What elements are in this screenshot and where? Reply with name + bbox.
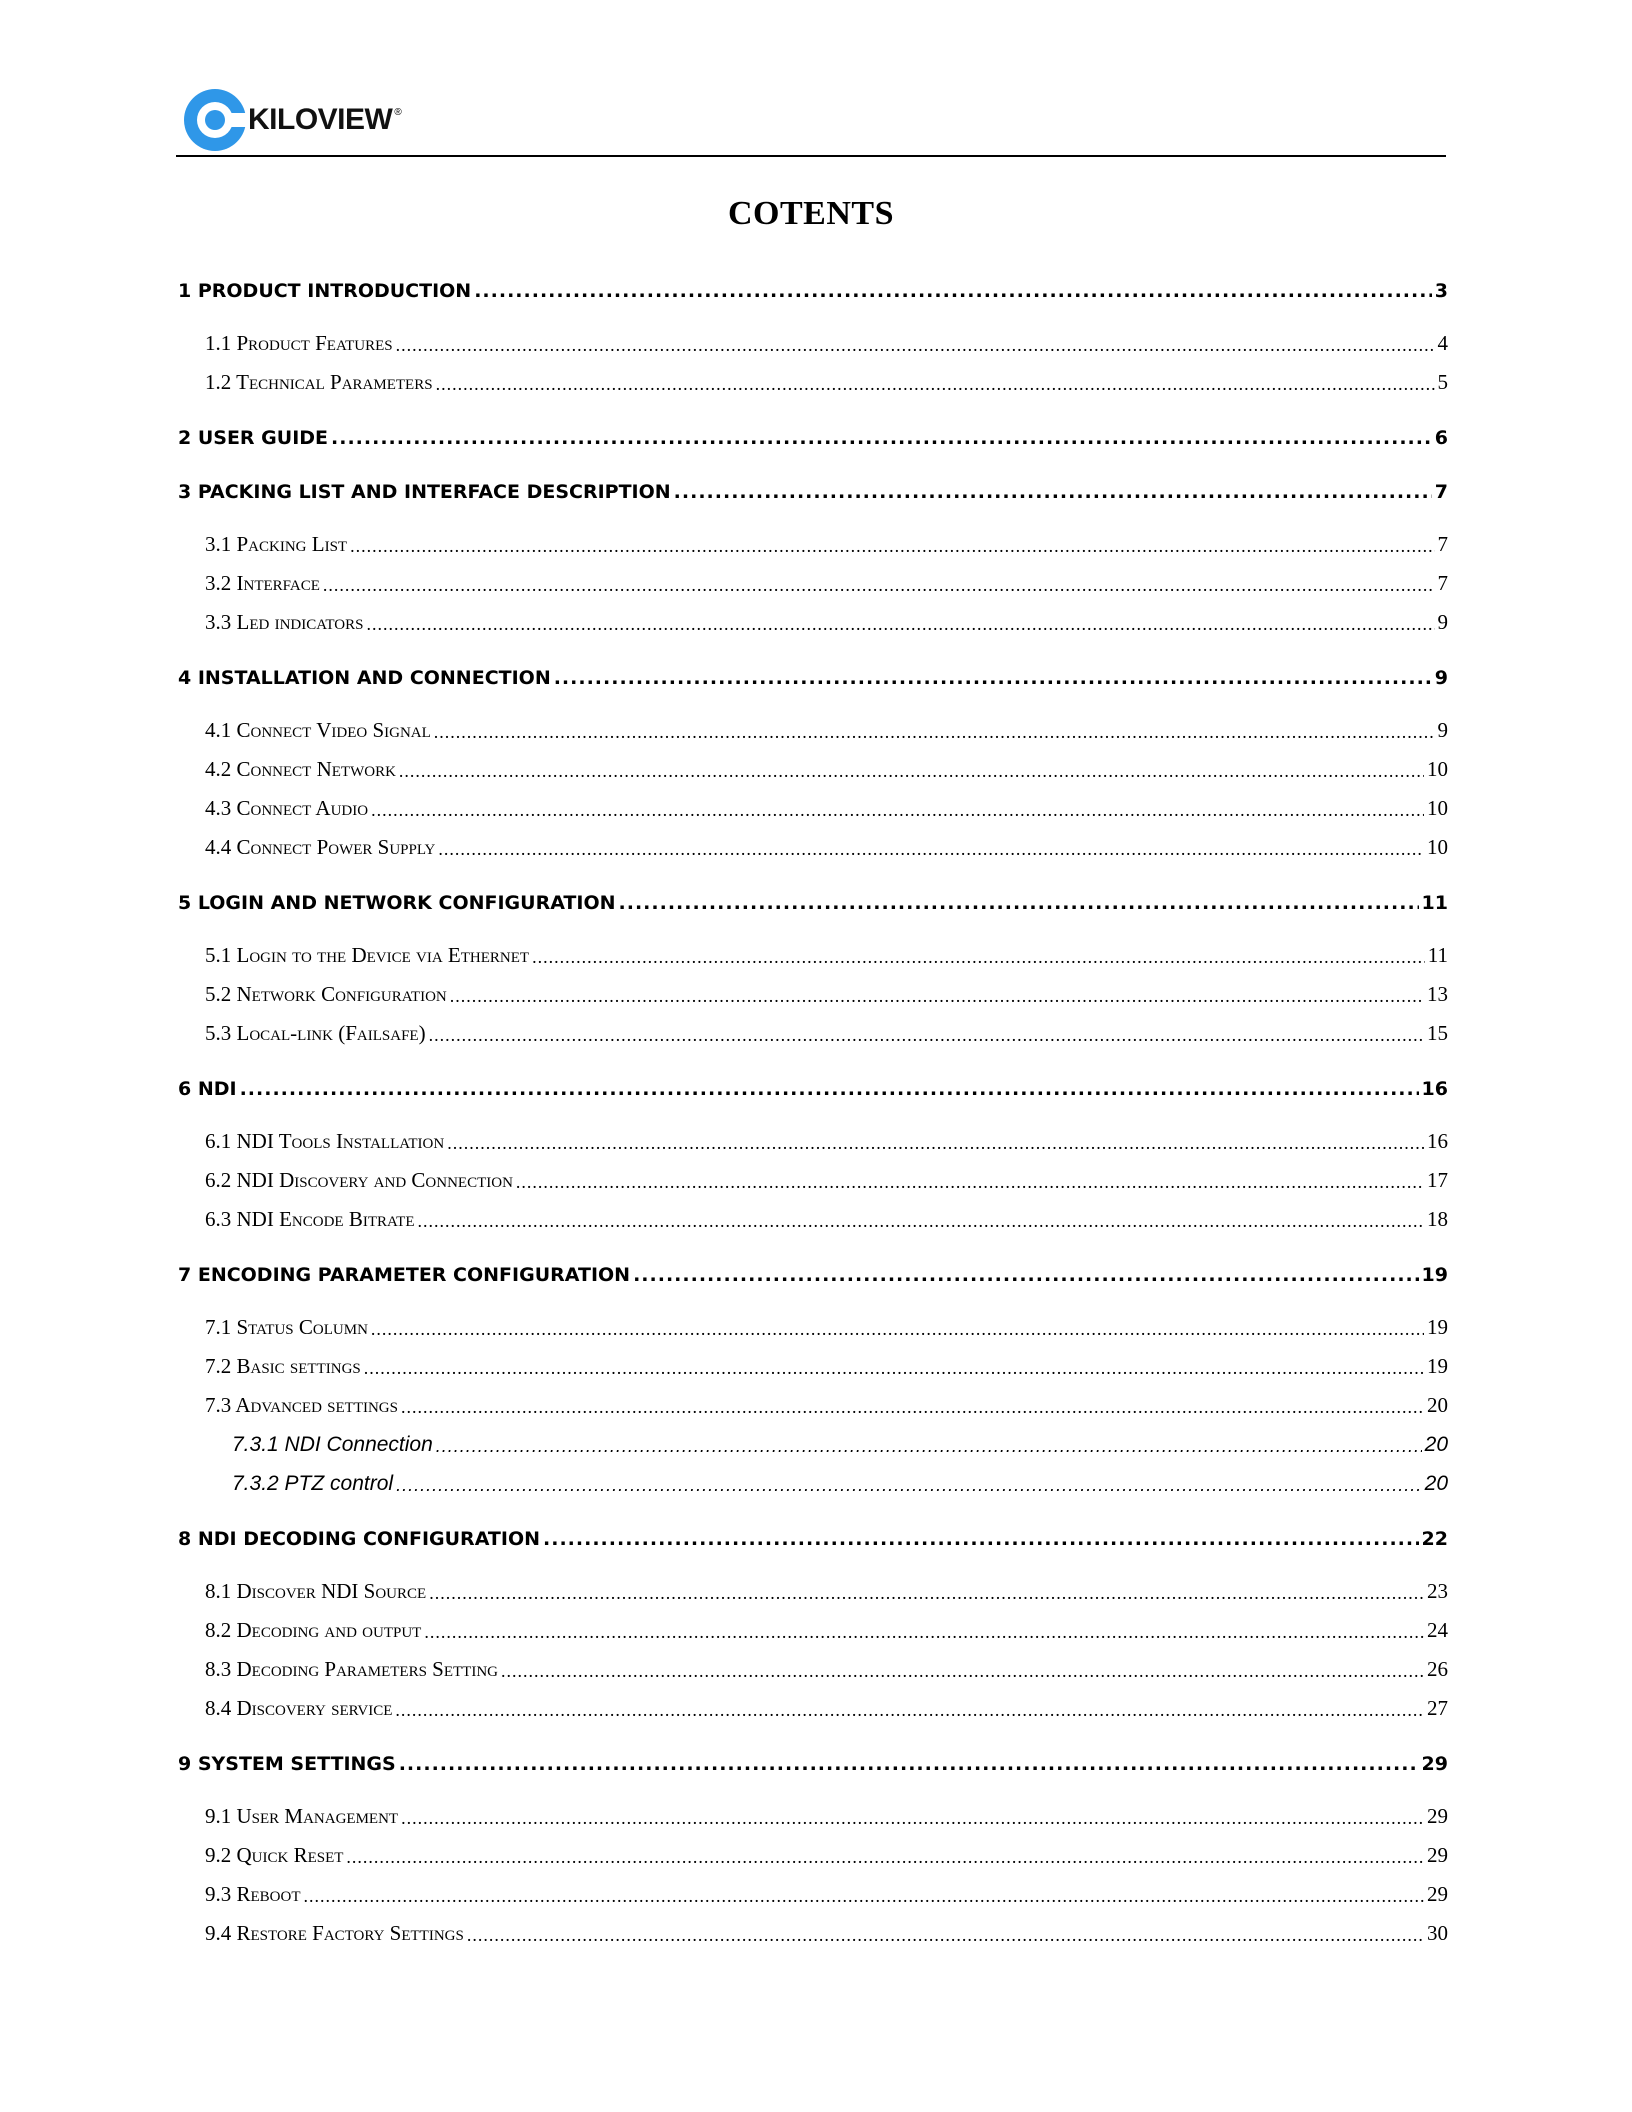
toc-entry-label: 9.1 User Management [205, 1804, 399, 1828]
toc-entry[interactable] [178, 659, 1448, 689]
toc-entry[interactable] [178, 1520, 1448, 1550]
toc-leader-dots [438, 839, 1424, 860]
toc-entry[interactable] [178, 1202, 1448, 1232]
toc-leader-dots [323, 575, 1435, 596]
toc-leader-dots [331, 427, 1432, 449]
toc-entry-label: 7.3 Advanced settings [205, 1393, 398, 1417]
toc-entry-label: 4.3 Connect Audio [205, 796, 369, 820]
toc-entry[interactable] [178, 1016, 1448, 1046]
toc-leader-dots [436, 374, 1435, 395]
toc-entry-label: 8.2 Decoding and output [205, 1618, 422, 1642]
toc-entry-page: 3 [1434, 280, 1448, 302]
toc-entry-label: 9 SYSTEM SETTINGS [178, 1753, 396, 1775]
toc-leader-dots [371, 1319, 1424, 1340]
toc-entry-page: 7 [1437, 532, 1448, 556]
toc-entry-page: 19 [1427, 1354, 1448, 1378]
toc-leader-dots [447, 1133, 1424, 1154]
toc-entry-label: 9.4 Restore Factory Settings [205, 1921, 464, 1945]
toc-entry-page: 27 [1427, 1696, 1448, 1720]
toc-entry[interactable] [178, 977, 1448, 1007]
toc-entry[interactable] [178, 1652, 1448, 1682]
toc-leader-dots [366, 614, 1434, 635]
toc-entry[interactable] [178, 1838, 1448, 1868]
toc-entry-page: 23 [1427, 1579, 1448, 1603]
toc-entry-label: 1.1 Product Features [205, 331, 393, 355]
toc-entry[interactable] [178, 419, 1448, 449]
toc-entry-page: 7 [1437, 571, 1448, 595]
toc-entry-page: 13 [1427, 982, 1448, 1006]
toc-entry[interactable] [178, 1388, 1448, 1418]
toc-entry[interactable] [178, 1466, 1448, 1496]
kiloview-logo [184, 89, 402, 151]
toc-entry[interactable] [178, 1256, 1448, 1286]
toc-entry[interactable] [178, 1574, 1448, 1604]
toc-leader-dots [396, 335, 1435, 356]
toc-entry[interactable] [178, 1163, 1448, 1193]
toc-entry[interactable] [178, 1070, 1448, 1100]
toc-entry[interactable] [178, 1427, 1448, 1457]
toc-entry-page: 15 [1427, 1021, 1448, 1045]
toc-leader-dots [619, 892, 1419, 914]
toc-leader-dots [424, 1622, 1424, 1643]
logo-text: KILOVIEW [248, 103, 393, 136]
toc-entry-label: 3.3 Led indicators [205, 610, 364, 634]
toc-entry[interactable] [178, 527, 1448, 557]
toc-entry-label: 9.2 Quick Reset [205, 1843, 344, 1867]
page-title: COTENTS [728, 195, 894, 232]
toc-leader-dots [364, 1358, 1424, 1379]
toc-leader-dots [501, 1661, 1424, 1682]
toc-entry-page: 24 [1427, 1618, 1448, 1642]
toc-leader-dots [450, 986, 1424, 1007]
toc-leader-dots [543, 1528, 1419, 1550]
toc-entry-label: 8 NDI DECODING CONFIGURATION [178, 1528, 541, 1550]
toc-entry-label: 8.3 Decoding Parameters Setting [205, 1657, 499, 1681]
toc-entry-label: 7.1 Status Column [205, 1315, 368, 1339]
toc-entry-label: 6.1 NDI Tools Installation [205, 1129, 445, 1153]
toc-leader-dots [674, 481, 1432, 503]
toc-entry-label: 4.2 Connect Network [205, 757, 396, 781]
toc-entry-label: 4 INSTALLATION AND CONNECTION [178, 667, 551, 689]
toc-entry[interactable] [178, 365, 1448, 395]
toc-entry-page: 17 [1427, 1168, 1448, 1192]
toc-leader-dots [399, 1753, 1419, 1775]
toc-entry-page: 7 [1434, 481, 1448, 503]
toc-entry[interactable] [178, 1124, 1448, 1154]
toc-leader-dots [436, 1436, 1422, 1457]
toc-leader-dots [554, 667, 1432, 689]
toc-entry-label: 9.3 Reboot [205, 1882, 301, 1906]
toc-entry[interactable] [178, 713, 1448, 743]
toc-entry-label: 3.1 Packing List [205, 532, 348, 556]
toc-entry[interactable] [178, 791, 1448, 821]
toc-entry-label: 5 LOGIN AND NETWORK CONFIGURATION [178, 892, 616, 914]
toc-leader-dots [633, 1264, 1418, 1286]
toc-leader-dots [401, 1397, 1424, 1418]
toc-entry-page: 22 [1421, 1528, 1448, 1550]
toc-entry-page: 11 [1427, 943, 1448, 967]
toc-entry[interactable] [178, 1613, 1448, 1643]
toc-entry-label: 5.3 Local-link (Failsafe) [205, 1021, 426, 1045]
toc-entry-label: 7.2 Basic settings [205, 1354, 361, 1378]
toc-leader-dots [346, 1847, 1424, 1868]
toc-entry-label: 7 ENCODING PARAMETER CONFIGURATION [178, 1264, 631, 1286]
toc-entry-page: 26 [1427, 1657, 1448, 1681]
toc-entry-page: 30 [1427, 1921, 1448, 1945]
toc-entry[interactable] [178, 326, 1448, 356]
toc-entry-page: 16 [1421, 1078, 1448, 1100]
toc-entry-label: 6.3 NDI Encode Bitrate [205, 1207, 415, 1231]
toc-leader-dots [516, 1172, 1424, 1193]
toc-leader-dots [396, 1475, 1422, 1496]
toc-entry[interactable] [178, 1799, 1448, 1829]
toc-leader-dots [350, 536, 1434, 557]
toc-entry-label: 6.2 NDI Discovery and Connection [205, 1168, 513, 1192]
toc-entry[interactable] [178, 473, 1448, 503]
toc-leader-dots [474, 280, 1432, 302]
toc-entry-page: 29 [1421, 1753, 1448, 1775]
toc-entry-page: 5 [1437, 370, 1448, 394]
toc-leader-dots [467, 1925, 1424, 1946]
kiloview-logo-icon [184, 89, 246, 151]
toc-entry-label: 6 NDI [178, 1078, 237, 1100]
toc-entry-label: 8.4 Discovery service [205, 1696, 393, 1720]
toc-entry-page: 19 [1427, 1315, 1448, 1339]
toc-entry-label: 1.2 Technical Parameters [205, 370, 433, 394]
toc-entry-label: 5.2 Network Configuration [205, 982, 447, 1006]
page-header [176, 85, 1446, 155]
toc-entry-page: 9 [1437, 718, 1448, 742]
toc-entry-label: 4.4 Connect Power Supply [205, 835, 436, 859]
toc-entry[interactable] [178, 566, 1448, 596]
toc-entry-page: 20 [1424, 1472, 1448, 1495]
toc-entry-label: 1 PRODUCT INTRODUCTION [178, 280, 472, 302]
toc-entry-label: 3.2 Interface [205, 571, 320, 595]
toc-entry-page: 9 [1437, 610, 1448, 634]
toc-entry[interactable] [178, 830, 1448, 860]
toc-entry-page: 29 [1427, 1843, 1448, 1867]
toc-leader-dots [401, 1808, 1424, 1829]
toc-leader-dots [429, 1025, 1424, 1046]
toc-leader-dots [532, 947, 1425, 968]
toc-leader-dots [429, 1583, 1424, 1604]
toc-entry[interactable] [178, 1916, 1448, 1946]
toc-entry-page: 19 [1421, 1264, 1448, 1286]
toc-entry-label: 7.3.1 NDI Connection [232, 1433, 433, 1456]
toc-entry-page: 6 [1434, 427, 1448, 449]
toc-entry-page: 9 [1434, 667, 1448, 689]
toc-entry-page: 11 [1421, 892, 1448, 914]
toc-entry-page: 10 [1427, 757, 1448, 781]
toc-entry[interactable] [178, 1877, 1448, 1907]
toc-entry-label: 3 PACKING LIST AND INTERFACE DESCRIPTION [178, 481, 671, 503]
toc-leader-dots [417, 1211, 1424, 1232]
toc-entry-label: 5.1 Login to the Device via Ethernet [205, 943, 530, 967]
toc-entry-page: 20 [1424, 1433, 1448, 1456]
toc-entry-page: 29 [1427, 1882, 1448, 1906]
toc-entry[interactable] [178, 752, 1448, 782]
toc-leader-dots [240, 1078, 1419, 1100]
toc-entry[interactable] [178, 884, 1448, 914]
toc-entry-page: 20 [1427, 1393, 1448, 1417]
toc-entry-page: 4 [1437, 331, 1448, 355]
registered-mark: ® [394, 107, 402, 118]
toc-entry[interactable] [178, 1745, 1448, 1775]
toc-entry-label: 7.3.2 PTZ control [232, 1472, 394, 1495]
toc-entry-page: 29 [1427, 1804, 1448, 1828]
header-rule [176, 155, 1446, 157]
toc-entry[interactable] [178, 1310, 1448, 1340]
toc-entry-label: 8.1 Discover NDI Source [205, 1579, 427, 1603]
toc-leader-dots [395, 1700, 1424, 1721]
toc-leader-dots [371, 800, 1424, 821]
toc-entry-page: 16 [1427, 1129, 1448, 1153]
toc-entry[interactable] [178, 1349, 1448, 1379]
toc-entry-page: 18 [1427, 1207, 1448, 1231]
toc-entry-label: 4.1 Connect Video Signal [205, 718, 431, 742]
toc-entry[interactable] [178, 938, 1448, 968]
toc-entry-page: 10 [1427, 835, 1448, 859]
toc-entry[interactable] [178, 1691, 1448, 1721]
toc-leader-dots [399, 761, 1424, 782]
toc-entry[interactable] [178, 605, 1448, 635]
toc-leader-dots [304, 1886, 1424, 1907]
toc-entry[interactable] [178, 272, 1448, 302]
toc-entry-page: 10 [1427, 796, 1448, 820]
toc-entry-label: 2 USER GUIDE [178, 427, 329, 449]
toc-leader-dots [434, 722, 1435, 743]
